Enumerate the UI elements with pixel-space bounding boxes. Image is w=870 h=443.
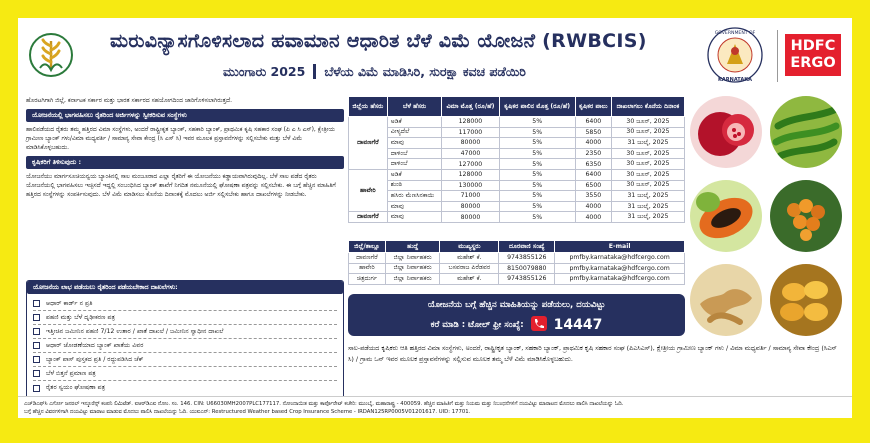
- last-date-cell: 30 ಜೂನ್, 2025: [611, 148, 684, 159]
- last-date-cell: 31 ಜುಲೈ, 2025: [611, 212, 684, 223]
- logo-divider: [777, 30, 778, 82]
- crop-cell: ದಾಳಿಂಬೆ: [387, 159, 442, 170]
- district-cell: ದಾವಣಗೆರೆ: [349, 117, 388, 170]
- advertisement-panel: [18, 18, 852, 418]
- farmer-share-cell: 4000: [575, 138, 611, 149]
- designation-cell: ಜಿಲ್ಲಾ ನಿರ್ವಾಹಕರು: [385, 263, 440, 274]
- scheme-title: [110, 30, 647, 52]
- last-date-cell: 31 ಜುಲೈ, 2025: [611, 138, 684, 149]
- crop-cell: ಮಾವು: [387, 201, 442, 212]
- table-header-row: [349, 241, 685, 253]
- list-item: [33, 353, 337, 367]
- document-label: ಇತ್ತೀಚಿನ ಜಮೀನಿನ ಪಹಣಿ 7/12 ಉತಾರ / ಖಾತೆ ದಾಖಲೆ / ಜಮೀನಿನ ಸ್ವಾಧೀನ ದಾಖಲೆ: [46, 327, 224, 335]
- helpline-text: ಯೋಜನೆಯ ಬಗ್ಗೆ ಹೆಚ್ಚಿನ ಮಾಹಿತಿಯನ್ನು ಪಡೆಯಲು, ದಯವಿಟ್ಟು: [427, 300, 606, 310]
- papaya-image: [690, 180, 762, 252]
- farmer-share-cell: 6350: [575, 159, 611, 170]
- sum-insured-cell: 80000: [442, 201, 499, 212]
- table-row: [349, 169, 685, 180]
- col-farmer-share: ಕೃಷಿಕರ ಪಾಲು: [575, 97, 611, 117]
- table-row: [349, 127, 685, 138]
- checkbox-icon: [33, 342, 40, 349]
- intro-text: ಹೊರಟಗಿಗಾಗಿ ಜಿಲ್ಲೆ, ಕರ್ನಾಟಕ ಸರ್ಕಾರ ಮತ್ತು ಭಾರತ ಸರ್ಕಾರದ ಸಹಯೋಗದಿಂದ ಜಾರಿಗೊಳಿಸಲಾಗಿರುತ್ತದೆ.: [26, 97, 233, 104]
- checkbox-icon: [33, 328, 40, 335]
- email-cell[interactable]: pmfby.karnataka@hdfcergo.com: [555, 274, 685, 285]
- crop-cell: ದಾಳಿಂಬೆ: [387, 148, 442, 159]
- table-row: [349, 180, 685, 191]
- table-row: [349, 201, 685, 212]
- phone-cell[interactable]: 8150079880: [499, 263, 555, 274]
- left-column: [26, 96, 344, 202]
- sum-insured-cell: 80000: [442, 138, 499, 149]
- farmer-share-cell: 4000: [575, 212, 611, 223]
- checkbox-icon: [33, 314, 40, 321]
- list-item: [33, 367, 337, 381]
- table-row: [349, 138, 685, 149]
- last-date-cell: 30 ಜೂನ್, 2025: [611, 159, 684, 170]
- last-date-cell: 31 ಜುಲೈ, 2025: [611, 201, 684, 212]
- header: [18, 18, 852, 92]
- designation-cell: ಜಿಲ್ಲಾ ನಿರ್ವಾಹಕರು: [385, 274, 440, 285]
- last-date-cell: 31 ಜುಲೈ, 2025: [611, 191, 684, 202]
- district-cell: ಚಿತ್ರದುರ್ಗ: [349, 274, 386, 285]
- farmer-share-cell: 3550: [575, 191, 611, 202]
- table-row: [349, 191, 685, 202]
- table-row: [349, 263, 685, 274]
- checkbox-icon: [33, 370, 40, 377]
- gov-text-bottom: KARNATAKA: [718, 77, 752, 83]
- share-percent-cell: 5%: [499, 148, 575, 159]
- list-item: [33, 325, 337, 339]
- scheme-title-text: ಮರುವಿನ್ಯಾಸಗೊಳಿಸಲಾದ ಹವಾಮಾನ ಆಧಾರಿತ ಬೆಳೆ ವಿಮೆ ಯೋಜನೆ: [110, 30, 536, 52]
- table-row: [349, 274, 685, 285]
- crop-cell: ಅಡಿಕೆ: [387, 117, 442, 128]
- season-label: ಮುಂಗಾರು 2025: [223, 64, 306, 79]
- district-cell: ಹಾವೇರಿ: [349, 169, 388, 211]
- farmer-share-cell: 6400: [575, 169, 611, 180]
- sum-insured-cell: 127000: [442, 159, 499, 170]
- district-cell: ಹಾವೇರಿ: [349, 263, 386, 274]
- document-label: ರೈತರ ಸ್ವಯಂ ಘೋಷಣಾ ಪತ್ರ: [46, 384, 106, 391]
- farmer-share-cell: 6400: [575, 117, 611, 128]
- institutions-text: ಹಾಲಿಪಡೆಯದ ರೈತರು ತಮ್ಮ ಹತ್ತಿರದ ವಿಮಾ ಸಂಸ್ಥೆಗಳು, ಅಂದರೆ ರಾಷ್ಟ್ರೀಕೃತ ಬ್ಯಾಂಕ್, ಸಹಕಾರಿ ಬ್ಯಾಂಕ್, ಪ್ರಾಥಮಿಕ ಕೃಷಿ ಸಹಕಾರ ಸಂಘ (ಪಿ ಎ ಸಿ ಎಸ್), ಕ್ಷೇತ್ರೀಯ ಗ್ರಾಮೀಣ ಬ್ಯಾಂಕ್ ಗಳು/ವಿಮಾ ಮಧ್ಯವರ್ತಿ / ಸಾಮಾನ್ಯ ಸೇವಾ ಕೇಂದ್ರ (ಸಿ ಎಸ್ ಸಿ) ಇವರ ಮೂಲಕ ಪ್ರಸ್ತಾವನೆಗಳನ್ನು ಸಲ್ಲಿಸಬೇಕು ಮತ್ತು ಬೆಳೆ ವಿಮೆ ಮಾಡಿಸಿಕೊಳ್ಳಬಹುದು.: [26, 126, 335, 151]
- crop-table-body: [349, 117, 685, 223]
- farmer-share-cell: 4000: [575, 201, 611, 212]
- checkbox-icon: [33, 356, 40, 363]
- farmer-share-cell: 5850: [575, 127, 611, 138]
- col-sum-insured: ವಿಮಾ ಮೊತ್ತ (ರೂ/ಹೆ): [442, 97, 499, 117]
- arecanut-image: [770, 180, 842, 252]
- head-cell: ಮಹೇಶ್ ಕೆ.: [440, 274, 499, 285]
- green-chilli-image: [770, 96, 842, 168]
- crop-cell: ಶುಂಠಿ: [387, 180, 442, 191]
- col-last-date: ದಾಖಲಾಗಲು ಕೊನೆಯ ದಿನಾಂಕ: [611, 97, 684, 117]
- karnataka-government-emblem: [700, 24, 770, 86]
- documents-list: [27, 294, 343, 398]
- pomegranate-image: [690, 96, 762, 168]
- col-crop: ಬೆಳೆ ಹೆಸರು: [387, 97, 442, 117]
- scheme-code: (RWBCIS): [542, 30, 647, 52]
- document-label: ಆಧಾರ್ ಕಾರ್ಡ್ ನ ಪ್ರತಿ: [46, 299, 93, 307]
- mango-image: [770, 264, 842, 336]
- head-cell: ಬಸವರಾಜ ಪಿರೆಡವರ: [440, 263, 499, 274]
- col-designation: ಹುದ್ದೆ: [385, 241, 440, 253]
- phone-cell[interactable]: 9743855126: [499, 253, 555, 264]
- document-label: ಪಹಣಿ ಮತ್ತು ಬೆಳೆ ದೃಢೀಕರಣ ಪತ್ರ: [46, 313, 115, 321]
- col-farmer-share-amount: ಕೃಷಿಕರ ಪಾಲಿನ ಮೊತ್ತ (ರೂ/ಹೆ): [499, 97, 575, 117]
- document-label: ಬೆಳೆ ಬಿತ್ತನೆ ಪ್ರಮಾಣ ಪತ್ರ: [46, 369, 96, 377]
- crop-cell: ಹಸಿರು ಮೆಣಸಿನಕಾಯಿ: [387, 191, 442, 202]
- helpline-label: ಕರೆ ಮಾಡಿ : ಟೋಲ್ ಫ್ರೀ ಸಂಖ್ಯೆ:: [430, 320, 524, 330]
- share-percent-cell: 5%: [499, 159, 575, 170]
- checkbox-icon: [33, 385, 40, 392]
- table-row: [349, 117, 685, 128]
- designation-cell: ಜಿಲ್ಲಾ ನಿರ್ವಾಹಕರು: [385, 253, 440, 264]
- crop-images: [690, 96, 848, 338]
- contact-table: [348, 240, 685, 285]
- non-loanee-text: ಸಾಲ-ಪಡೆಯದ ಕೃಷಿಕರು ಆತಿ ಹತ್ತಿರದ ವಿಮಾ ಸಂಸ್ಥೆಗಳು, ಅಂದರೆ, ರಾಷ್ಟ್ರೀಕೃತ ಬ್ಯಾಂಕ್, ಸಹಕಾರಿ ಬ್ಯಾಂಕ್, ಪ್ರಾಥಮಿಕ ಕೃಷಿ ಸಹಕಾರ ಸಂಘ (ಪಿಎಸಿಎಸ್), ಕ್ಷೇತ್ರೀಯ ಗ್ರಾಮೀಣ ಬ್ಯಾಂಕ್ ಗಳು / ವಿಮಾ ಮಧ್ಯವರ್ತಿ / ಸಾಮಾನ್ಯ ಸೇವಾ ಕೇಂದ್ರ (ಸಿಎಸ್ ಸಿ) / ಗ್ರಾಮ ಒನ್ ಇವರ ಮೂಲಕ ಪ್ರಸ್ತಾವನೆಗಳನ್ನು ಸಲ್ಲಿಸುವ ಮೂಲಕ ತಮ್ಮ ಬೆಳೆ ವಿಮೆ ಮಾಡಿಸಿಕೊಳ್ಳಬಹುದು.: [348, 344, 837, 363]
- crop-cell: ಅಡಿಕೆ: [387, 169, 442, 180]
- farmer-share-cell: 6500: [575, 180, 611, 191]
- list-item: [33, 311, 337, 325]
- tagline: ಬೆಳೆಯ ವಿಮೆ ಮಾಡಿಸಿರಿ, ಸುರಕ್ಷಾ ಕವಚ ಪಡೆಯಿರಿ: [324, 64, 526, 79]
- district-cell: ದಾವಣಗೆರೆ: [349, 212, 388, 223]
- sum-insured-cell: 117000: [442, 127, 499, 138]
- share-percent-cell: 5%: [499, 180, 575, 191]
- col-head: ಮುಖ್ಯಸ್ಥರು: [440, 241, 499, 253]
- ginger-image: [690, 264, 762, 336]
- section-heading-institutions: ಯೋಜನೆಯಲ್ಲಿ ಭಾಗವಹಿಸಲು ರೈತರಿಂದ ಅರ್ಜಿಗಳನ್ನು ಸ್ವೀಕರಿಸುವ ಸಂಸ್ಥೆಗಳು: [26, 109, 344, 122]
- documents-box: [26, 280, 344, 408]
- share-percent-cell: 5%: [499, 127, 575, 138]
- table-row: [349, 159, 685, 170]
- subtitle: [223, 64, 526, 80]
- gov-text-top: GOVERNMENT OF: [714, 31, 756, 36]
- email-cell[interactable]: pmfby.karnataka@hdfcergo.com: [555, 253, 685, 264]
- sum-insured-cell: 128000: [442, 117, 499, 128]
- document-label: ಬ್ಯಾಂಕ್ ಪಾಸ್ ಪುಸ್ತಕದ ಪ್ರತಿ / ರದ್ದುಪಡಿಸಿದ ಚೆಕ್: [46, 355, 144, 363]
- footer-disclaimer: [18, 396, 852, 418]
- last-date-cell: 30 ಜೂನ್, 2025: [611, 169, 684, 180]
- share-percent-cell: 5%: [499, 201, 575, 212]
- last-date-cell: 30 ಜೂನ್, 2025: [611, 117, 684, 128]
- section-heading-documents: ಯೋಜನೆಯ ಲಾಭ ಪಡೆಯಲು ರೈತರಿಂದ ಪಡೆಯಬೇಕಾದ ದಾಖಲೆಗಳು:: [27, 281, 343, 294]
- col-district: ಜಿಲ್ಲೆಯ ಹೆಸರು: [349, 97, 388, 117]
- crop-cell: ಮಾವು: [387, 212, 442, 223]
- checkbox-icon: [33, 300, 40, 307]
- document-label: ಆಧಾರ್ ಜೋಡಣೆಯಾದ ಬ್ಯಾಂಕ್ ಖಾತೆಯ ವಿವರ: [46, 341, 144, 349]
- col-district: ಜಿಲ್ಲೆ/ತಾಲ್ಲೂ: [349, 241, 386, 253]
- email-cell[interactable]: pmfby.karnataka@hdfcergo.com: [555, 263, 685, 274]
- share-percent-cell: 5%: [499, 117, 575, 128]
- subtitle-divider: [313, 64, 316, 79]
- section-heading-farmers-note: ಕೃಷಿಕರಿಗೆ ತಿಳಿಸುವುದು :: [26, 156, 344, 169]
- list-item: [33, 297, 337, 311]
- head-cell: ಮಹೇಶ್ ಕೆ.: [440, 253, 499, 264]
- sum-insured-cell: 128000: [442, 169, 499, 180]
- table-row: [349, 212, 685, 223]
- crop-premium-table: [348, 96, 685, 223]
- share-percent-cell: 5%: [499, 169, 575, 180]
- list-item: [33, 381, 337, 395]
- brand-line2: ERGO: [790, 55, 836, 71]
- share-percent-cell: 5%: [499, 212, 575, 223]
- crop-insurance-logo: [28, 32, 74, 78]
- col-email: E-mail: [555, 241, 685, 253]
- share-percent-cell: 5%: [499, 191, 575, 202]
- district-cell: ದಾವಣಗೆರೆ: [349, 253, 386, 264]
- phone-icon: [531, 316, 547, 331]
- crop-cell: ಮಾವು: [387, 138, 442, 149]
- table-row: [349, 148, 685, 159]
- share-percent-cell: 5%: [499, 138, 575, 149]
- helpline-box: [348, 294, 685, 336]
- helpline-call-row: [348, 316, 685, 333]
- last-date-cell: 30 ಜೂನ್, 2025: [611, 127, 684, 138]
- toll-free-number[interactable]: 14447: [553, 317, 603, 333]
- crop-cell: ವೀಳ್ಯದೆಲೆ: [387, 127, 442, 138]
- table-header-row: [349, 97, 685, 117]
- phone-cell[interactable]: 9743855126: [499, 274, 555, 285]
- sum-insured-cell: 80000: [442, 212, 499, 223]
- contact-table-body: [349, 253, 685, 285]
- sum-insured-cell: 130000: [442, 180, 499, 191]
- last-date-cell: 30 ಜೂನ್, 2025: [611, 180, 684, 191]
- col-phone: ದೂರವಾಣಿ ಸಂಖ್ಯೆ: [499, 241, 555, 253]
- list-item: [33, 339, 337, 353]
- table-row: [349, 253, 685, 264]
- sum-insured-cell: 47000: [442, 148, 499, 159]
- hdfc-ergo-logo: [785, 34, 841, 76]
- footer-line1: ಎಚ್‌ಡಿಎಫ್‌ಸಿ ಎರ್ಗೋ ಜನರಲ್ ಇನ್ಶೂರೆನ್ಸ್ ಕಂಪನಿ ಲಿಮಿಟೆಡ್. ಐಆರ್‌ಡಿಎಐ ನೋಂ. ಸಂ. 146. CIN: U66030MH2007PLC177117. ನೋಂದಾಯಿತ ಮತ್ತು ಕಾರ್ಪೊರೇಟ್ ಕಚೇರಿ: ಮುಂಬೈ, ಮಹಾರಾಷ್ಟ್ರ - 400059. ಹೆಚ್ಚಿನ ಮಾಹಿತಿಗೆ ಮತ್ತು ನಿಯಮ ಮತ್ತು ನಿಬಂಧನೆಗಳಿಗೆ ದಯವಿಟ್ಟು ಮಾರಾಟದ ಮೊದಲು ಪಾಲಿಸಿ ದಾಖಲೆಯನ್ನು ಓದಿ.: [24, 401, 624, 407]
- footer-line2: ಬಗ್ಗೆ ಹೆಚ್ಚಿನ ವಿವರಗಳಿಗಾಗಿ ದಯವಿಟ್ಟು ಮಾರಾಟ ಮಾಡುವ ಮೊದಲು ಪಾಲಿಸಿ ದಾಖಲೆಯನ್ನು ಓದಿ. ಯುಐಎನ್: Restructured Weather based Crop Insurance Scheme - IRDAN125RP0005V01201617. UID: 17701.: [24, 409, 471, 415]
- sum-insured-cell: 71000: [442, 191, 499, 202]
- farmers-note-text: ಯೋಜನೆಯು ಮಾರ್ಗಸೂಚಿಯನ್ವಯ ಬ್ಯಾಂಕಿನಲ್ಲಿ ಸಾಲ ಮಂಜೂರಾದ ಎಲ್ಲಾ ರೈತರಿಗೆ ಈ ಯೋಜನೆಯು ಕಡ್ಡಾಯವಾಗಿರುವುದಿಲ್ಲ. ಬೆಳೆ ಸಾಲ ಪಡೆದ ರೈತರು ಯೋಜನೆಯಲ್ಲಿ ಭಾಗವಹಿಸಲು ಇಚ್ಛಿಸದೆ ಇದ್ದಲ್ಲಿ ಸಂಬಂಧಿಸಿದ ಬ್ಯಾಂಕ್ ಶಾಖೆಗೆ ನಿಗದಿತ ನಮೂನೆಯಲ್ಲಿ ಘೋಷಣಾ ಪತ್ರವನ್ನು ಸಲ್ಲಿಸಬೇಕು. ಈ ಬಗ್ಗೆ ಹೆಚ್ಚಿನ ಮಾಹಿತಿಗೆ ಹತ್ತಿರದ ಸಂಸ್ಥೆಗಳನ್ನು ಸಂಪರ್ಕಿಸುವುದು. ಬೆಳೆ ವಿಮೆ ಮಾಡಿಸಲು ಕೊನೆಯ ದಿನಾಂಕಕ್ಕೆ ಮೊದಲು ಅರ್ಜಿ ಸಲ್ಲಿಸಬೇಕು ಹಾಗೂ ದಾಖಲೆಗಳನ್ನು ನೀಡಬೇಕು.: [26, 173, 336, 198]
- brand-line1: HDFC: [790, 38, 836, 54]
- farmer-share-cell: 2350: [575, 148, 611, 159]
